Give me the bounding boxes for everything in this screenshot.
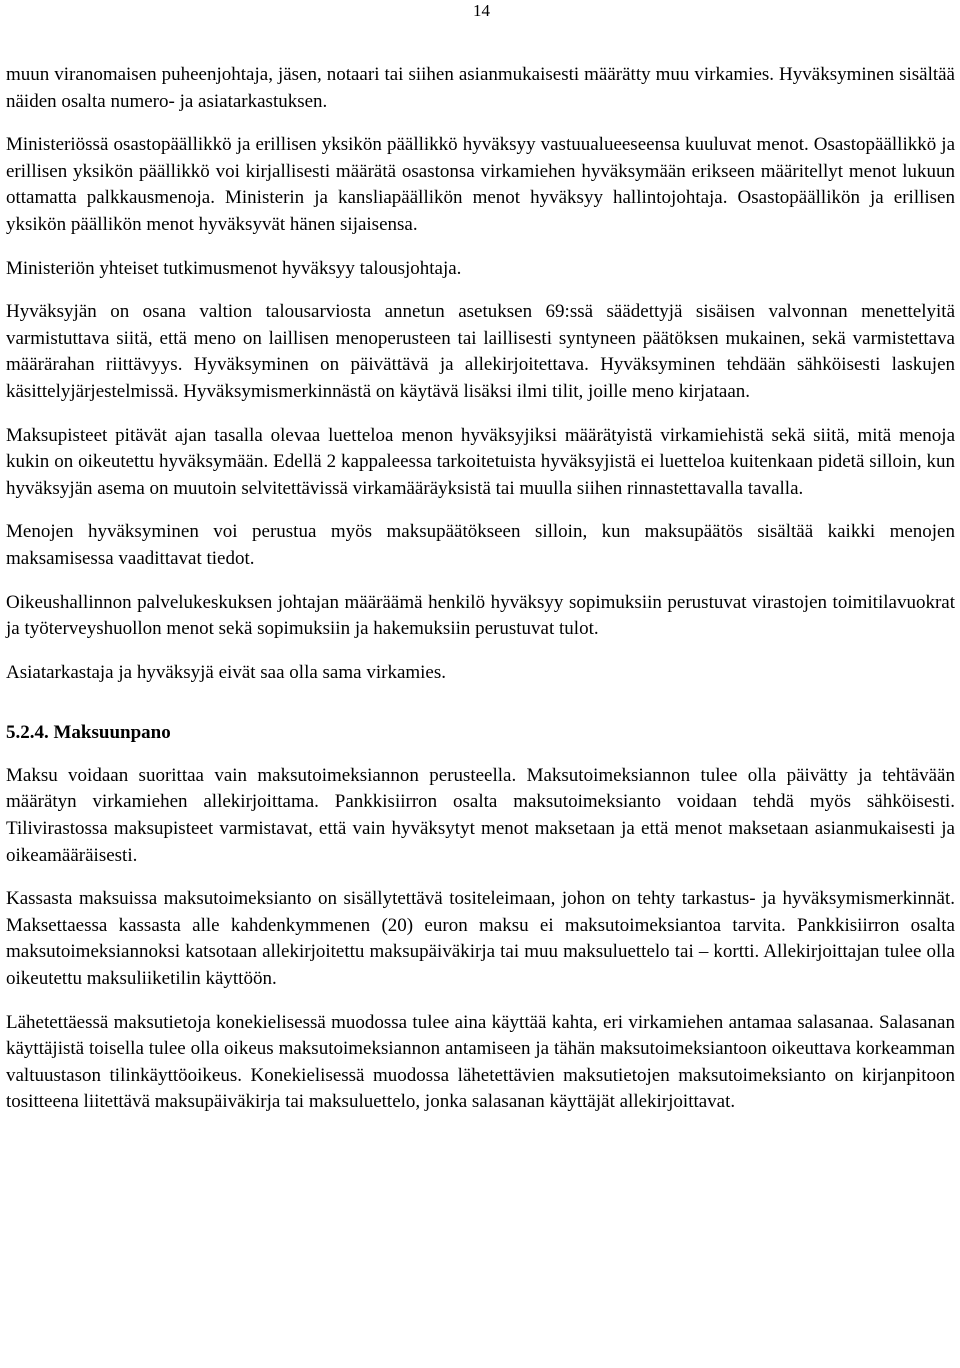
section-heading xyxy=(6,720,955,747)
document-body xyxy=(6,62,955,1133)
section-title: Maksuunpano xyxy=(53,722,171,744)
paragraph: Oikeushallinnon palvelukeskuksen johtajan määräämä henkilö hyväksyy sopimuksiin perustuvat virastojen toimitilavuokrat ja työterveyshuollon menot sekä sopimuksiin ja hakemuksiin perustuvat tulot. xyxy=(6,591,955,640)
paragraph: Lähetettäessä maksutietoja konekielisessä muodossa tulee aina käyttää kahta, eri virkamiehen antamaa salasanaa. Salasanan käyttäjistä toisella tulee olla oikeus maksutoimeksiannon antamiseen ja tähän maksutoimeksiantoon oikeuttava korkeamman valtuustason tilinkäyttöoikeus. Konekielisessä muodossa lähetettävien maksutietojen maksutoimeksianto on kirjanpitoon tositteena liitettävä maksupäiväkirja tai maksuluettelo, jonka salasanan käyttäjät allekirjoittavat. xyxy=(6,1011,955,1113)
paragraph: Maksupisteet pitävät ajan tasalla olevaa luetteloa menon hyväksyjiksi määrätyistä virkamiehistä sekä siitä, mitä menoja kukin on oikeutettu hyväksymään. Edellä 2 kappaleessa tarkoitetuista hyväksyjistä ei luetteloa kuitenkaan pidetä silloin, kun hyväksyjän asema on muutoin selvitettävissä virkamääräyksistä tai muulla siihen rinnastettavalla tavalla. xyxy=(6,424,955,499)
paragraph: Ministeriön yhteiset tutkimusmenot hyväksyy talousjohtaja. xyxy=(6,257,462,279)
paragraph: Ministeriössä osastopäällikkö ja erillisen yksikön päällikkö hyväksyy vastuualueeseensa kuuluvat menot. Osastopäällikkö ja erillisen yksikön päällikkö voi kirjallisesti määrätä osastonsa virkamiehen hyväksymään erikseen määritellyt menot lukuun ottamatta palkkausmenoja. Ministerin ja kansliapäällikön menot hyväksyy hallintojohtaja. Osastopäällikön ja erillisen yksikön päällikön menot hyväksyvät hänen sijaisensa. xyxy=(6,134,955,235)
paragraph: Kassasta maksuissa maksutoimeksianto on sisällytettävä tositeleimaan, johon on tehty tarkastus- ja hyväksymismerkinnät. Maksettaessa kassasta alle kahdenkymmenen (20) euron maksu ei maksutoimeksiantoa tarvita. Pankkisiirron osalta maksutoimeksiannoksi katsotaan allekirjoitettu maksupäiväkirja tai muu maksuluettelo tai – kortti. Allekirjoittajan tulee olla oikeutettu maksuliiketilin käyttöön. xyxy=(6,888,955,990)
paragraph: muun viranomaisen puheenjohtaja, jäsen, notaari tai siihen asianmukaisesti määrätty muu virkamies. Hyväksyminen sisältää näiden osalta numero- ja asiatarkastuksen. xyxy=(6,64,955,112)
paragraph: Asiatarkastaja ja hyväksyjä eivät saa olla sama virkamies. xyxy=(6,661,447,683)
paragraph: Maksu voidaan suorittaa vain maksutoimeksiannon perusteella. Maksutoimeksiannon tulee olla päivätty ja tehtävään määrätyn virkamiehen allekirjoittama. Pankkisiirron osalta maksutoimeksianto voidaan tehdä myös sähköisesti. Tilivirastossa maksupisteet varmistavat, että vain hyväksytyt menot maksetaan ja että menot maksetaan asianmukaisesti ja oikeamääräisesti. xyxy=(6,764,955,866)
page-number: 14 xyxy=(473,1,490,20)
paragraph: Hyväksyjän on osana valtion talousarviosta annetun asetuksen 69:ssä säädettyjä sisäisen valvonnan menettelyitä varmistuttava siitä, että meno on laillisen menoperusteen tai laillisesti syntyneen päätöksen mukainen, sekä varmistettava määrärahan riittävyys. Hyväksyminen on päivättävä ja allekirjoitettava. Hyväksyminen tehdään sähköisesti laskujen käsittelyjärjestelmissä. Hyväksymismerkinnästä on käytävä lisäksi ilmi tilit, joille meno kirjataan. xyxy=(6,301,955,402)
section-number: 5.2.4. xyxy=(6,722,49,744)
paragraph: Menojen hyväksyminen voi perustua myös maksupäätökseen silloin, kun maksupäätös sisältää kaikki menojen maksamisessa vaadittavat tiedot. xyxy=(6,521,955,569)
